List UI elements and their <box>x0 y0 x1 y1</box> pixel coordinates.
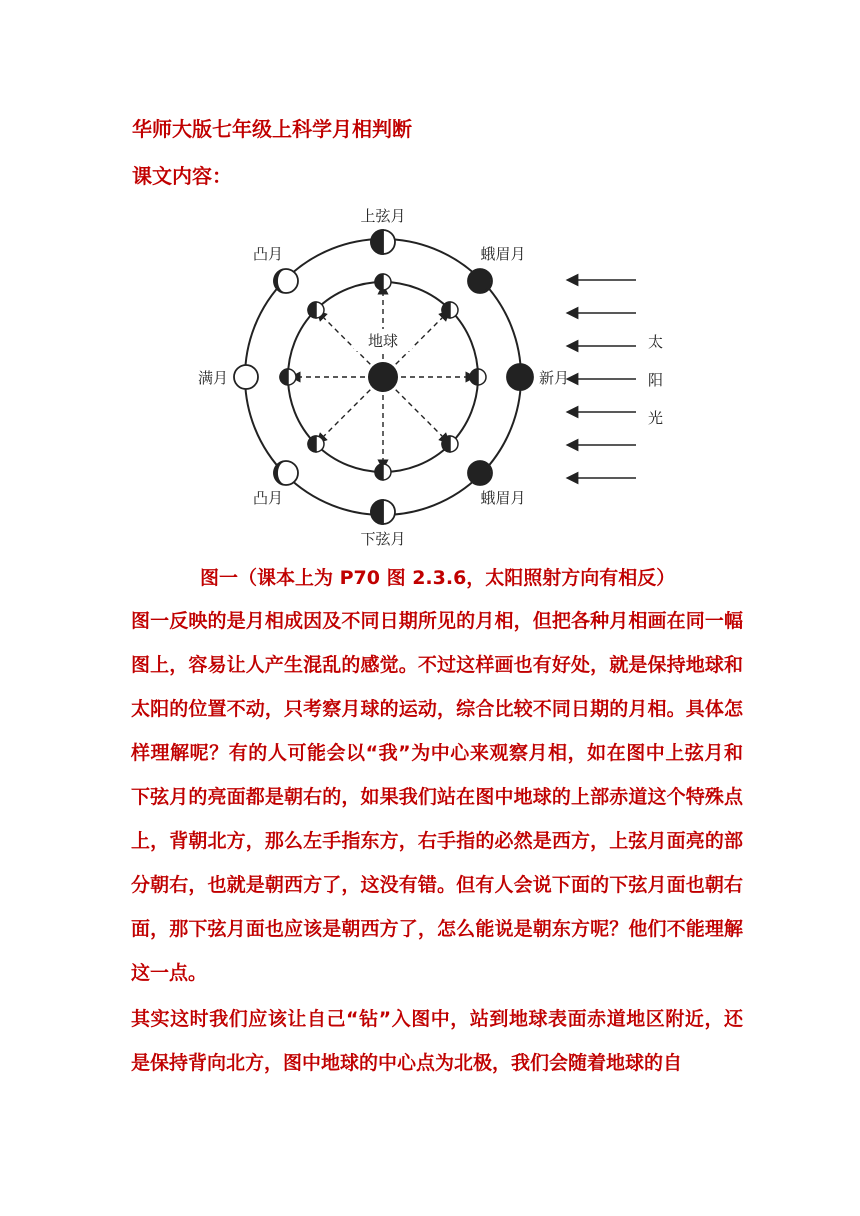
label-first-quarter: 上弦月 <box>360 207 406 225</box>
label-gibbous-top: 凸月 <box>252 245 284 263</box>
full-moon-icon <box>234 365 258 389</box>
section-heading: 课文内容： <box>132 164 232 188</box>
moon-phase-diagram <box>158 197 668 552</box>
crescent-moon-bottom-icon <box>468 461 492 485</box>
body-paragraph-2: 其实这时我们应该让自己“钻”入图中，站到地球表面赤道地区附近，还是保持背向北方，图中地球的中心点为北极，我们会随着地球的自 <box>131 1008 743 1074</box>
label-crescent-bottom: 蛾眉月 <box>480 489 526 507</box>
label-full-moon: 满月 <box>197 369 229 387</box>
label-gibbous-bottom: 凸月 <box>252 489 284 507</box>
sunlight-label-2: 阳 <box>648 371 664 389</box>
sunlight-label-1: 太 <box>648 333 664 351</box>
sunlight-label-3: 光 <box>648 409 664 427</box>
gibbous-moon-bottom-icon <box>274 461 298 485</box>
first-quarter-moon-icon <box>371 230 395 254</box>
label-new-moon: 新月 <box>538 369 570 387</box>
figure-caption: 图一（课本上为 P70 图 2.3.6，太阳照射方向有相反） <box>200 567 676 589</box>
sunlight-arrows <box>572 280 636 478</box>
document-title: 华师大版七年级上科学月相判断 <box>132 117 412 141</box>
earth-icon <box>368 362 398 392</box>
last-quarter-moon-icon <box>371 500 395 524</box>
earth-label: 地球 <box>367 332 399 350</box>
moon-phase-figure <box>158 197 668 552</box>
crescent-moon-top-icon <box>468 269 492 293</box>
new-moon-icon <box>507 364 533 390</box>
body-paragraph-1: 图一反映的是月相成因及不同日期所见的月相，但把各种月相画在同一幅图上，容易让人产生混乱的感觉。不过这样画也有好处，就是保持地球和太阳的位置不动，只考察月球的运动，综合比较不同日期的月相。具体怎样理解呢？有的人可能会以“我”为中心来观察月相，如在图中上弦月和下弦月的亮面都是朝右的，如果我们站在图中地球的上部赤道这个特殊点上，背朝北方，那么左手指东方，右手指的必然是西方，上弦月面亮的部分朝右，也就是朝西方了，这没有错。但有人会说下面的下弦月面也朝右面，那下弦月面也应该是朝西方了，怎么能说是朝东方呢？他们不能理解这一点。 <box>131 610 743 984</box>
label-crescent-top: 蛾眉月 <box>480 245 526 263</box>
label-last-quarter: 下弦月 <box>360 530 406 548</box>
gibbous-moon-top-icon <box>274 269 298 293</box>
